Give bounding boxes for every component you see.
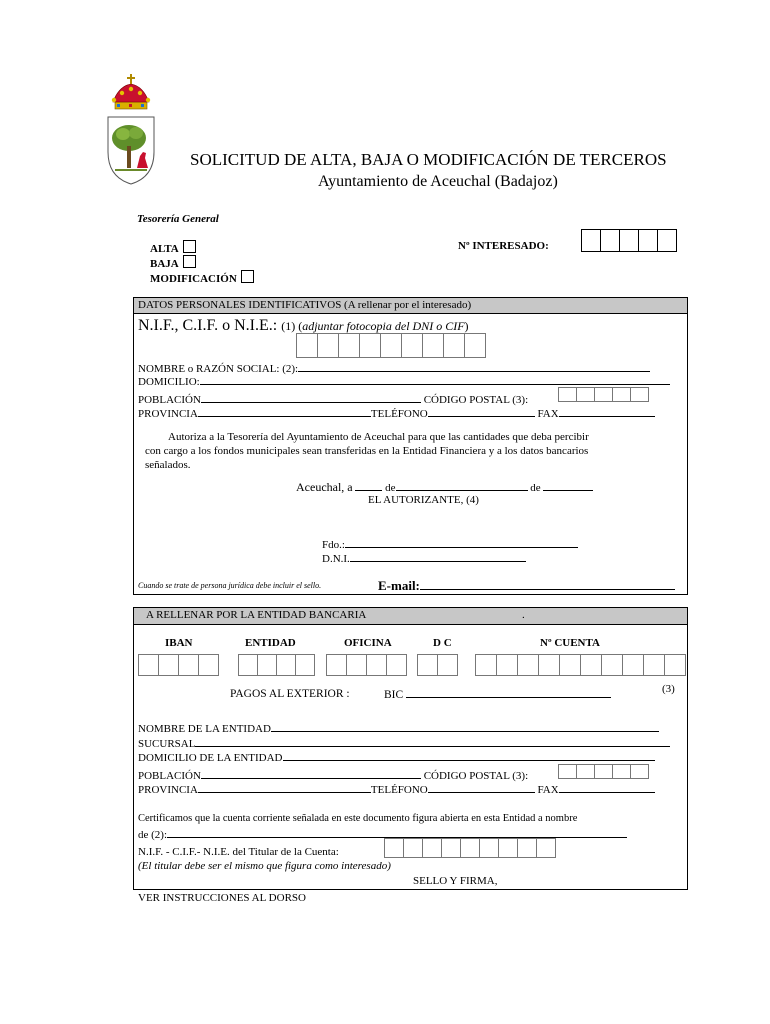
- bank-codigo-postal-input[interactable]: [558, 764, 649, 779]
- nif-label: N.I.F., C.I.F. o N.I.E.: (1) (adjuntar fotocopia del DNI o CIF): [138, 317, 469, 334]
- email-row: E-mail:: [378, 577, 675, 595]
- bic-row: BIC: [384, 688, 611, 701]
- modificacion-label: MODIFICACIÓN: [150, 273, 237, 285]
- titular-note: (El titular debe ser el mismo que figura como interesado): [138, 860, 391, 872]
- dc-label: D C: [433, 637, 452, 649]
- domicilio-input[interactable]: [200, 375, 670, 385]
- interesado-field[interactable]: [581, 229, 677, 252]
- email-input[interactable]: [420, 579, 675, 590]
- fax-input[interactable]: [559, 407, 655, 417]
- fecha-row: Aceuchal, a de de: [296, 480, 593, 495]
- sucursal-row: SUCURSAL: [138, 737, 670, 750]
- baja-option[interactable]: [150, 255, 196, 270]
- fecha-mes-input[interactable]: [396, 481, 528, 491]
- department-label: Tesorería General: [137, 213, 219, 225]
- baja-checkbox[interactable]: [183, 255, 196, 268]
- bic-input[interactable]: [406, 688, 611, 698]
- bank-telefono-input[interactable]: [428, 783, 535, 793]
- alta-label: ALTA: [150, 243, 179, 255]
- autorizante-label: EL AUTORIZANTE, (4): [368, 494, 479, 506]
- fdo-row: Fdo.:: [322, 538, 578, 551]
- bank-fax-input[interactable]: [559, 783, 655, 793]
- entidad-input[interactable]: [238, 654, 315, 676]
- titular-nombre-row: de (2):: [138, 828, 627, 841]
- domicilio-row: DOMICILIO:: [138, 375, 670, 388]
- nif-titular-label: N.I.F. - C.I.F.- N.I.E. del Titular de la Cuenta:: [138, 846, 339, 858]
- iban-input[interactable]: [138, 654, 219, 676]
- iban-label: IBAN: [165, 637, 193, 649]
- bic-note: (3): [662, 683, 675, 695]
- bank-poblacion-row: POBLACIÓN CÓDIGO POSTAL (3):: [138, 770, 529, 782]
- alta-checkbox[interactable]: [183, 240, 196, 253]
- nota-juridica: Cuando se trate de persona jurídica debe incluir el sello.: [138, 581, 322, 590]
- dc-input[interactable]: [417, 654, 458, 676]
- provincia-row: PROVINCIA TELÉFONO FAX: [138, 407, 655, 420]
- oficina-input[interactable]: [326, 654, 407, 676]
- dni-input[interactable]: [350, 552, 526, 562]
- oficina-label: OFICINA: [344, 637, 392, 649]
- poblacion-input[interactable]: [201, 393, 421, 403]
- fdo-input[interactable]: [345, 538, 578, 548]
- nif-input[interactable]: [296, 333, 486, 358]
- titular-nombre-input[interactable]: [167, 828, 627, 838]
- coat-of-arms-icon: [105, 72, 157, 187]
- sello-firma-label: SELLO Y FIRMA,: [413, 875, 498, 887]
- fecha-dia-input[interactable]: [355, 481, 382, 491]
- dni-row: D.N.I.: [322, 552, 526, 565]
- instrucciones-footer: VER INSTRUCCIONES AL DORSO: [138, 892, 306, 904]
- sucursal-input[interactable]: [195, 737, 670, 747]
- autoriza-text-3: señalados.: [145, 459, 191, 471]
- certificamos-text: Certificamos que la cuenta corriente señalada en este documento figura abierta en esta Entidad a nombre: [138, 813, 578, 824]
- alta-option[interactable]: [150, 240, 196, 255]
- telefono-input[interactable]: [428, 407, 535, 417]
- nombre-entidad-row: NOMBRE DE LA ENTIDAD: [138, 722, 659, 735]
- nif-titular-input[interactable]: [384, 838, 556, 858]
- domicilio-entidad-row: DOMICILIO DE LA ENTIDAD: [138, 751, 655, 764]
- bank-provincia-input[interactable]: [198, 783, 371, 793]
- personal-data-heading: DATOS PERSONALES IDENTIFICATIVOS (A rellenar por el interesado): [134, 298, 687, 314]
- codigo-postal-input[interactable]: [558, 387, 649, 402]
- nombre-input[interactable]: [298, 362, 650, 372]
- cuenta-label: Nº CUENTA: [540, 637, 600, 649]
- modificacion-checkbox[interactable]: [241, 270, 254, 283]
- form-title: SOLICITUD DE ALTA, BAJA O MODIFICACIÓN DE TERCEROS: [190, 150, 667, 169]
- interesado-label: Nº INTERESADO:: [458, 240, 549, 252]
- bank-heading: A RELLENAR POR LA ENTIDAD BANCARIA .: [134, 608, 687, 625]
- fecha-anio-input[interactable]: [543, 481, 593, 491]
- nombre-entidad-input[interactable]: [271, 722, 659, 732]
- modificacion-option[interactable]: [150, 270, 254, 285]
- baja-label: BAJA: [150, 258, 179, 270]
- bank-poblacion-input[interactable]: [201, 769, 421, 779]
- pagos-exterior-label: PAGOS AL EXTERIOR :: [230, 688, 350, 700]
- autoriza-text-1: Autoriza a la Tesorería del Ayuntamiento de Aceuchal para que las cantidades que deba percibir: [168, 431, 589, 443]
- autoriza-text-2: con cargo a los fondos municipales sean transferidas en la Entidad Financiera y a los datos bancarios: [145, 445, 589, 457]
- nombre-row: NOMBRE o RAZÓN SOCIAL: (2):: [138, 362, 650, 375]
- entidad-label: ENTIDAD: [245, 637, 296, 649]
- form-subtitle: Ayuntamiento de Aceuchal (Badajoz): [318, 173, 558, 190]
- poblacion-row: POBLACIÓN CÓDIGO POSTAL (3):: [138, 394, 529, 406]
- cuenta-input[interactable]: [475, 654, 686, 676]
- bank-provincia-row: PROVINCIA TELÉFONO FAX: [138, 783, 655, 796]
- provincia-input[interactable]: [198, 407, 371, 417]
- domicilio-entidad-input[interactable]: [283, 751, 655, 761]
